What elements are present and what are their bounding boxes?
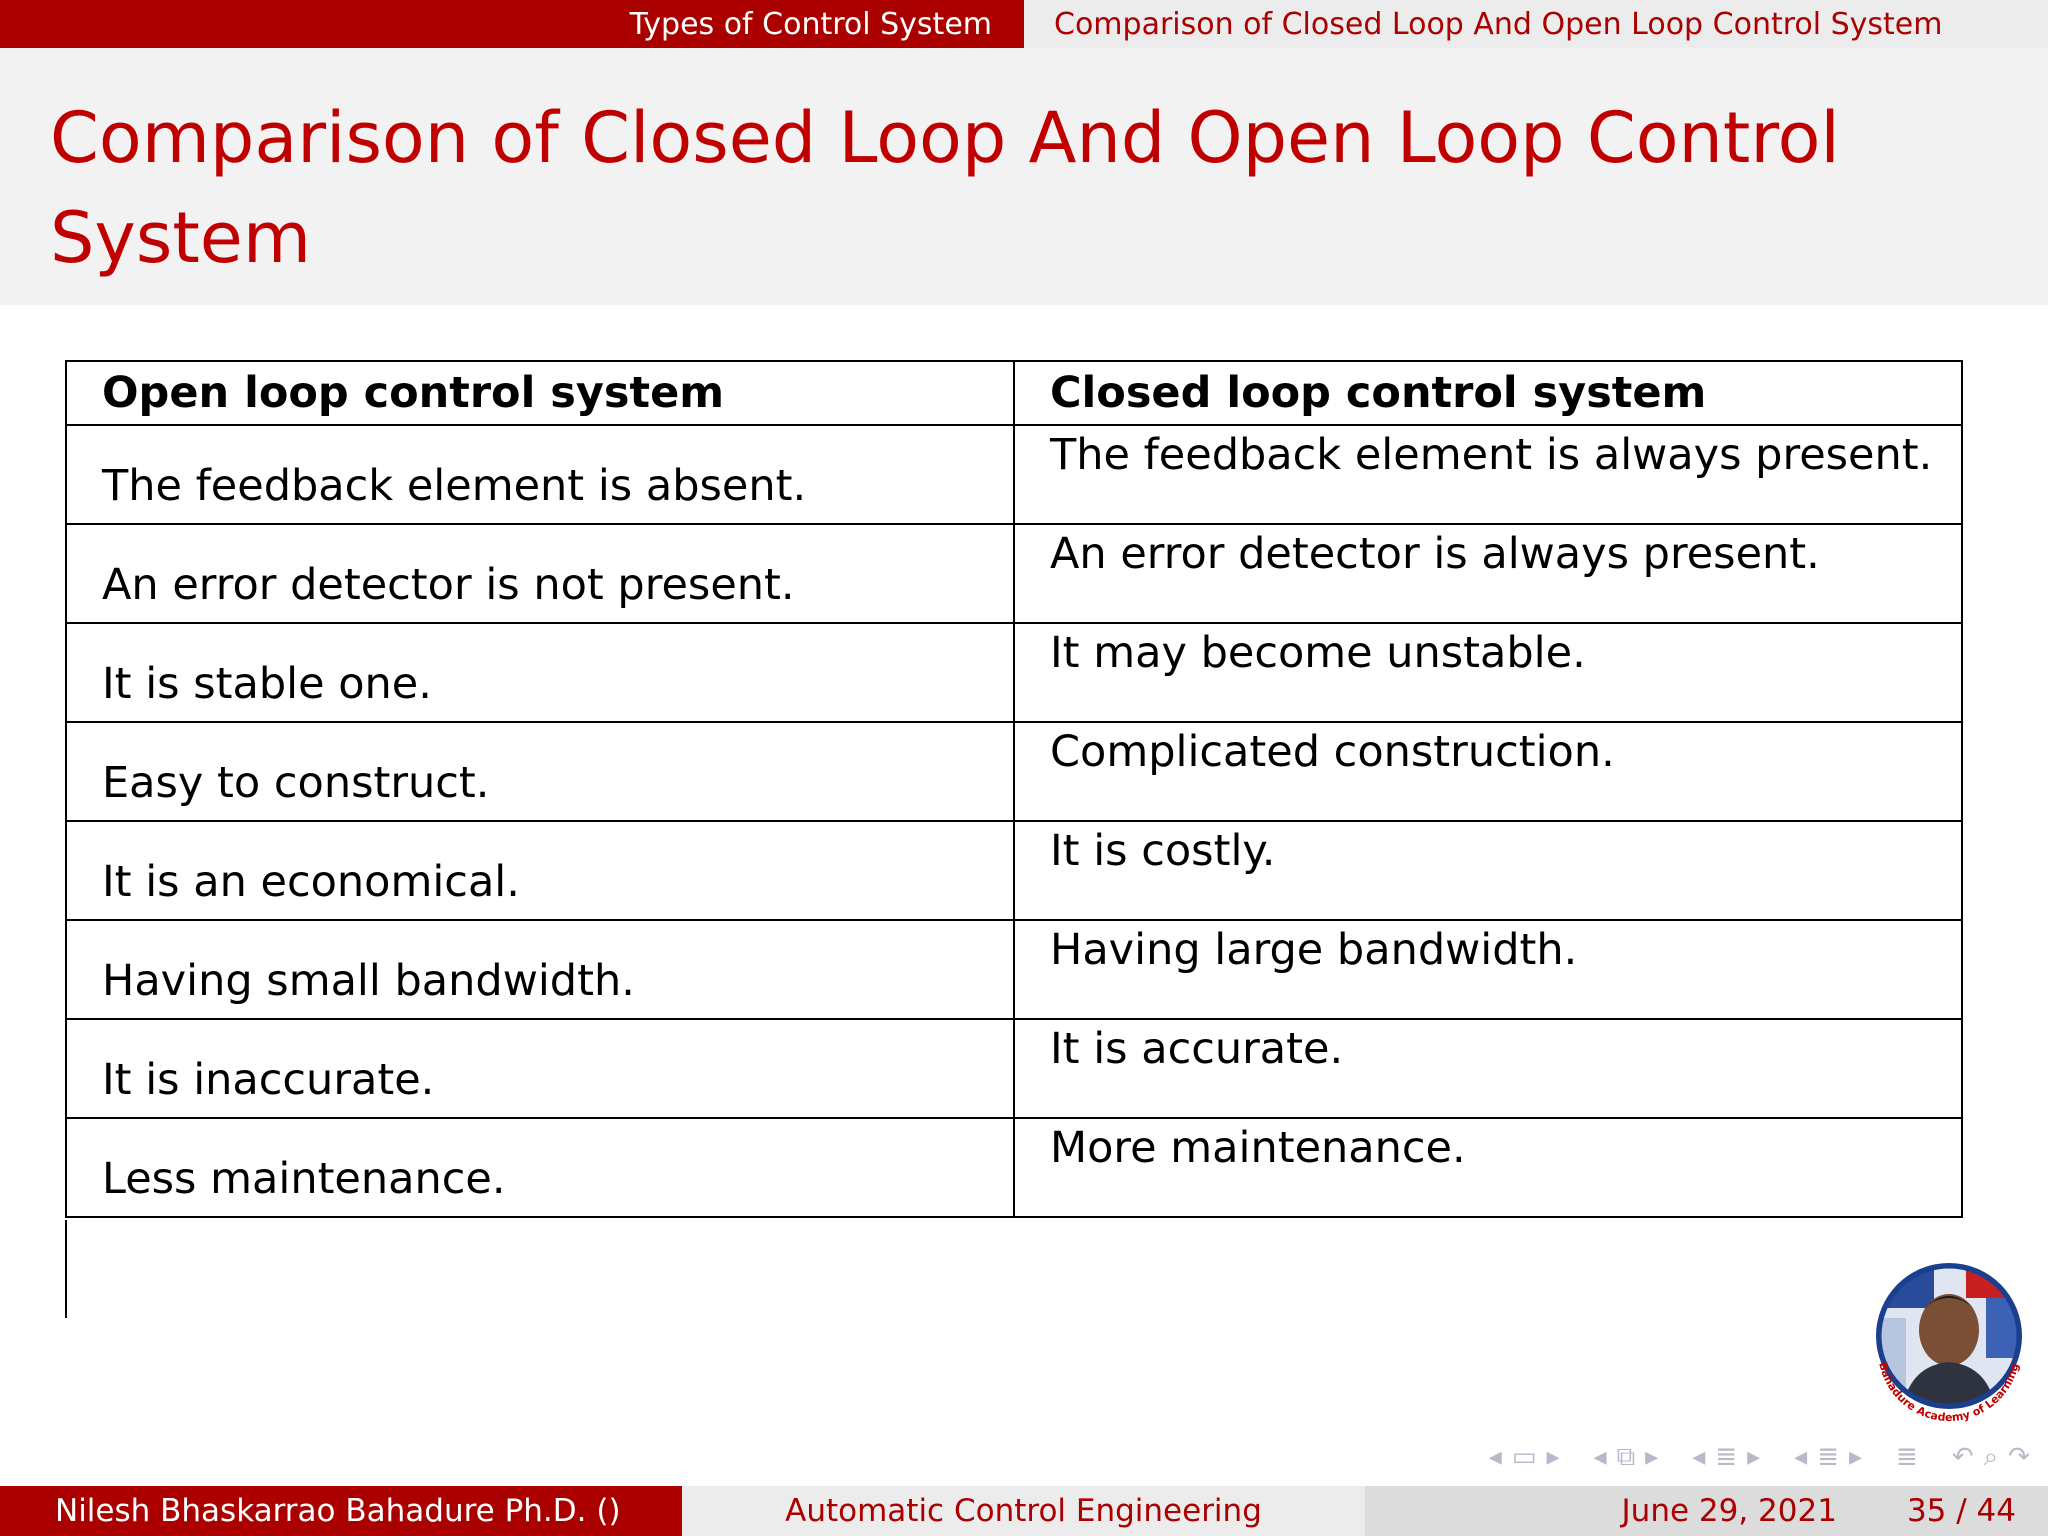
open-loop-cell: Less maintenance. (66, 1118, 1014, 1217)
closed-loop-cell: It is accurate. (1014, 1019, 1962, 1118)
table-row (66, 623, 1962, 722)
table-row (66, 920, 1962, 1019)
document-icon[interactable]: ≣ (1817, 1442, 1839, 1472)
header-open-loop: Open loop control system (66, 361, 1014, 425)
table-row (66, 1118, 1962, 1217)
closed-loop-cell: An error detector is always present. (1014, 524, 1962, 623)
table-row (66, 821, 1962, 920)
section-icon[interactable]: ≣ (1715, 1442, 1738, 1472)
table-row (66, 524, 1962, 623)
table-row (66, 722, 1962, 821)
avatar-face (1919, 1294, 1979, 1366)
prev-section-arrow-icon[interactable]: ◂ (1692, 1442, 1706, 1472)
nav-subsection-link[interactable]: Comparison of Closed Loop And Open Loop Control System (1024, 0, 2048, 48)
next-frame-arrow-icon[interactable]: ▸ (1546, 1442, 1560, 1472)
next-subsection-arrow-icon[interactable]: ▸ (1645, 1442, 1659, 1472)
footer-page-number: 35 / 44 (1906, 1493, 2016, 1529)
footer-course: Automatic Control Engineering (682, 1486, 1365, 1536)
navigation-symbols (1310, 1440, 2030, 1474)
closed-loop-cell: It may become unstable. (1014, 623, 1962, 722)
comparison-table (65, 360, 1963, 1218)
footer-date-page (1365, 1486, 2048, 1536)
open-loop-cell: Having small bandwidth. (66, 920, 1014, 1019)
academy-logo (1866, 1258, 2032, 1424)
table-trailing-rule (65, 1220, 67, 1318)
footer-author: Nilesh Bhaskarrao Bahadure Ph.D. () (0, 1486, 682, 1536)
footer-bar (0, 1486, 2048, 1536)
open-loop-cell: It is an economical. (66, 821, 1014, 920)
next-section-arrow-icon[interactable]: ▸ (1747, 1442, 1761, 1472)
open-loop-cell: The feedback element is absent. (66, 425, 1014, 524)
table-row (66, 425, 1962, 524)
comparison-table-wrapper (65, 360, 1963, 1218)
forward-icon[interactable]: ↷ (2008, 1442, 2030, 1472)
closed-loop-cell: It is costly. (1014, 821, 1962, 920)
open-loop-cell: An error detector is not present. (66, 524, 1014, 623)
closed-loop-cell: Having large bandwidth. (1014, 920, 1962, 1019)
prev-subsection-arrow-icon[interactable]: ◂ (1593, 1442, 1607, 1472)
prev-document-arrow-icon[interactable]: ◂ (1794, 1442, 1808, 1472)
table-row (66, 1019, 1962, 1118)
logo-text: Bahadure Academy of Learning (1876, 1360, 2022, 1424)
prev-frame-arrow-icon[interactable]: ◂ (1488, 1442, 1502, 1472)
open-loop-cell: It is stable one. (66, 623, 1014, 722)
open-loop-cell: It is inaccurate. (66, 1019, 1014, 1118)
title-band (0, 48, 2048, 305)
closed-loop-cell: Complicated construction. (1014, 722, 1962, 821)
closed-loop-cell: More maintenance. (1014, 1118, 1962, 1217)
back-icon[interactable]: ↶ (1951, 1442, 1974, 1472)
open-loop-cell: Easy to construct. (66, 722, 1014, 821)
footer-date: June 29, 2021 (1621, 1493, 1837, 1529)
slide-title: Comparison of Closed Loop And Open Loop Control System (50, 97, 1840, 279)
outline-icon[interactable]: ≣ (1896, 1442, 1918, 1472)
frame-icon[interactable]: ▭ (1511, 1442, 1537, 1472)
top-navigation-bar (0, 0, 2048, 48)
search-icon[interactable]: ⌕ (1983, 1441, 1999, 1472)
subsection-icon[interactable]: ⧉ (1616, 1441, 1636, 1472)
closed-loop-cell: The feedback element is always present. (1014, 425, 1962, 524)
table-header-row (66, 361, 1962, 425)
nav-section-link[interactable]: Types of Control System (0, 0, 1024, 48)
next-document-arrow-icon[interactable]: ▸ (1848, 1442, 1863, 1472)
header-closed-loop: Closed loop control system (1014, 361, 1962, 425)
